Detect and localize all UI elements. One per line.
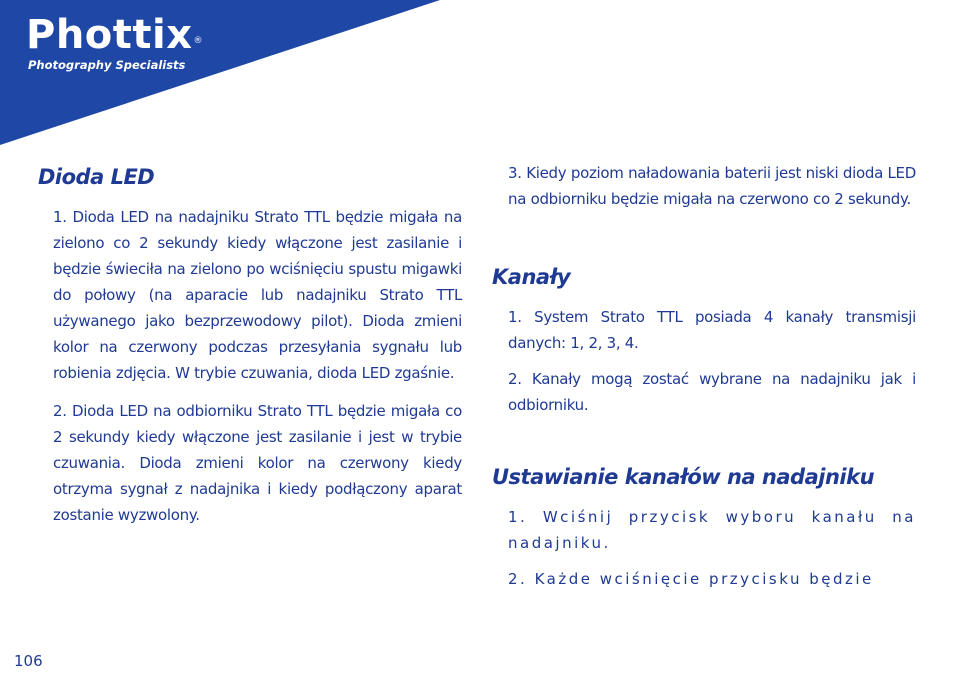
page-number: 106 (14, 652, 43, 670)
paragraph-channels-2: 2. Kanały mogą zostać wybrane na nadajniku jak i odbiorniku. (508, 370, 916, 414)
heading-channel-setting: Ustawianie kanałów na nadajniku (492, 465, 875, 489)
paragraph-led-1: 1. Dioda LED na nadajniku Strato TTL będzie migała na zielono co 2 sekundy kiedy włączone jest zasilanie i będzie świeciła na zielono po wciśnięciu spustu migawki do połowy (na aparacie lub nadajniku Strato TTL używanego jako bezprzewodowy pilot). Dioda zmieni kolor na czerwony podczas przesyłania sygnału lub robienia zdjęcia. W trybie czuwania, dioda LED zgaśnie. (53, 208, 462, 382)
paragraph-channels-1: 1. System Strato TTL posiada 4 kanały transmisji danych: 1, 2, 3, 4. (508, 308, 916, 352)
phottix-logo (26, 12, 202, 58)
heading-channels: Kanały (492, 265, 571, 289)
logo-tagline: Photography Specialists (28, 58, 186, 72)
right-column (492, 160, 916, 592)
registered-mark: ® (193, 36, 204, 46)
paragraph-setting-1: 1. Wciśnij przycisk wyboru kanału na nadajniku. (508, 508, 916, 552)
left-column (38, 162, 462, 528)
paragraph-led-3: 3. Kiedy poziom naładowania baterii jest niski dioda LED na odbiorniku będzie migała na czerwono co 2 sekundy. (508, 164, 916, 208)
paragraph-setting-2: 2. Każde wciśnięcie przycisku będzie (508, 570, 874, 588)
heading-led: Dioda LED (38, 165, 155, 189)
paragraph-led-2: 2. Dioda LED na odbiorniku Strato TTL będzie migała co 2 sekundy kiedy włączone jest zasilanie i jest w trybie czuwania. Dioda zmieni kolor na czerwony kiedy otrzyma sygnał z nadajnika i kiedy podłączony aparat zostanie wyzwolony. (53, 402, 462, 524)
logo-text: Phottix (26, 12, 193, 58)
